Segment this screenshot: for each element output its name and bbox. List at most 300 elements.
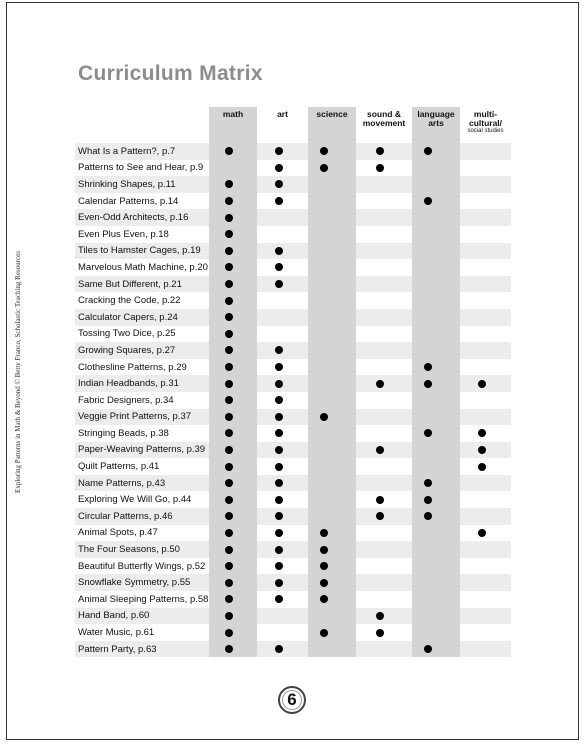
bullet-mark (275, 247, 283, 255)
mark-cell (460, 409, 511, 426)
mark-cell (356, 541, 412, 558)
side-credit: Exploring Patterns in Math & Beyond © Betty Franco, Scholastic Teaching Resources (14, 251, 22, 493)
mark-cell (308, 458, 356, 475)
mark-cell (257, 193, 308, 210)
mark-cell (257, 326, 308, 343)
bullet-mark (424, 147, 432, 155)
mark-cell (308, 591, 356, 608)
bullet-mark (275, 346, 283, 354)
table-row (75, 243, 511, 260)
mark-cell (356, 409, 412, 426)
mark-cell (257, 624, 308, 641)
mark-cell (412, 425, 460, 442)
mark-cell (209, 525, 257, 542)
mark-cell (257, 508, 308, 525)
mark-cell (308, 641, 356, 658)
mark-cell (356, 624, 412, 641)
bullet-mark (225, 429, 233, 437)
table-row (75, 624, 511, 641)
table-row (75, 342, 511, 359)
table-row (75, 508, 511, 525)
activity-cell: Hand Band, p.60 (75, 608, 209, 625)
header-label: multi-cultural/ (468, 109, 503, 128)
mark-cell (257, 143, 308, 160)
mark-cell (412, 641, 460, 658)
mark-cell (460, 259, 511, 276)
bullet-mark (275, 645, 283, 653)
mark-cell (460, 292, 511, 309)
mark-cell (209, 243, 257, 260)
mark-cell (308, 475, 356, 492)
bullet-mark (225, 546, 233, 554)
mark-cell (412, 176, 460, 193)
mark-cell (460, 558, 511, 575)
mark-cell (257, 176, 308, 193)
header-label: sound & movement (362, 109, 406, 128)
mark-cell (308, 508, 356, 525)
mark-cell (209, 558, 257, 575)
bullet-mark (424, 429, 432, 437)
mark-cell (308, 342, 356, 359)
mark-cell (209, 475, 257, 492)
bullet-mark (225, 147, 233, 155)
header-label: art (277, 109, 288, 119)
mark-cell (356, 442, 412, 459)
bullet-mark (275, 479, 283, 487)
mark-cell (308, 574, 356, 591)
mark-cell (460, 425, 511, 442)
bullet-mark (225, 330, 233, 338)
bullet-mark (320, 413, 328, 421)
table-row (75, 209, 511, 226)
mark-cell (412, 558, 460, 575)
activity-cell: Veggie Print Patterns, p.37 (75, 409, 209, 426)
bullet-mark (275, 579, 283, 587)
bullet-mark (376, 629, 384, 637)
bullet-mark (225, 479, 233, 487)
mark-cell (460, 591, 511, 608)
bullet-mark (320, 562, 328, 570)
bullet-mark (320, 579, 328, 587)
mark-cell (209, 541, 257, 558)
bullet-mark (225, 562, 233, 570)
bullet-mark (275, 280, 283, 288)
mark-cell (412, 508, 460, 525)
table-row (75, 276, 511, 293)
mark-cell (257, 458, 308, 475)
bullet-mark (275, 562, 283, 570)
mark-cell (412, 326, 460, 343)
mark-cell (356, 342, 412, 359)
mark-cell (356, 276, 412, 293)
mark-cell (412, 491, 460, 508)
mark-cell (412, 541, 460, 558)
mark-cell (209, 624, 257, 641)
mark-cell (308, 392, 356, 409)
mark-cell (412, 409, 460, 426)
mark-cell (460, 309, 511, 326)
mark-cell (460, 209, 511, 226)
mark-cell (257, 243, 308, 260)
mark-cell (308, 359, 356, 376)
mark-cell (308, 243, 356, 260)
table-row (75, 641, 511, 658)
header-row (75, 107, 511, 143)
mark-cell (257, 375, 308, 392)
bullet-mark (424, 380, 432, 388)
table-row (75, 608, 511, 625)
mark-cell (257, 525, 308, 542)
page-title: Curriculum Matrix (78, 62, 263, 85)
mark-cell (308, 176, 356, 193)
bullet-mark (225, 496, 233, 504)
activity-cell: Even-Odd Architects, p.16 (75, 209, 209, 226)
table-row (75, 591, 511, 608)
mark-cell (209, 160, 257, 177)
bullet-mark (225, 313, 233, 321)
mark-cell (209, 276, 257, 293)
bullet-mark (275, 147, 283, 155)
mark-cell (209, 591, 257, 608)
activity-cell: Name Patterns, p.43 (75, 475, 209, 492)
activity-cell: Calculator Capers, p.24 (75, 309, 209, 326)
mark-cell (460, 375, 511, 392)
mark-cell (460, 475, 511, 492)
bullet-mark (376, 496, 384, 504)
mark-cell (308, 276, 356, 293)
bullet-mark (478, 429, 486, 437)
mark-cell (412, 160, 460, 177)
bullet-mark (225, 346, 233, 354)
table-row (75, 326, 511, 343)
bullet-mark (376, 446, 384, 454)
mark-cell (257, 392, 308, 409)
mark-cell (308, 259, 356, 276)
mark-cell (308, 624, 356, 641)
curriculum-matrix-table (75, 107, 511, 657)
mark-cell (356, 491, 412, 508)
mark-cell (356, 326, 412, 343)
activity-cell: Cracking the Code, p.22 (75, 292, 209, 309)
mark-cell (257, 608, 308, 625)
mark-cell (257, 591, 308, 608)
mark-cell (460, 226, 511, 243)
mark-cell (209, 309, 257, 326)
mark-cell (209, 226, 257, 243)
mark-cell (412, 342, 460, 359)
mark-cell (412, 458, 460, 475)
activity-cell: Beautiful Butterfly Wings, p.52 (75, 558, 209, 575)
mark-cell (460, 491, 511, 508)
mark-cell (412, 259, 460, 276)
bullet-mark (225, 280, 233, 288)
mark-cell (209, 193, 257, 210)
table-row (75, 541, 511, 558)
mark-cell (356, 525, 412, 542)
mark-cell (412, 309, 460, 326)
mark-cell (356, 193, 412, 210)
mark-cell (308, 375, 356, 392)
mark-cell (460, 326, 511, 343)
mark-cell (209, 574, 257, 591)
mark-cell (257, 292, 308, 309)
table-row (75, 558, 511, 575)
mark-cell (460, 143, 511, 160)
mark-cell (356, 226, 412, 243)
bullet-mark (225, 247, 233, 255)
table-row (75, 442, 511, 459)
table-row (75, 259, 511, 276)
activity-cell: Pattern Party, p.63 (75, 641, 209, 658)
bullet-mark (225, 380, 233, 388)
bullet-mark (275, 380, 283, 388)
mark-cell (257, 409, 308, 426)
bullet-mark (478, 380, 486, 388)
mark-cell (257, 276, 308, 293)
mark-cell (412, 359, 460, 376)
bullet-mark (376, 612, 384, 620)
mark-cell (209, 176, 257, 193)
mark-cell (308, 608, 356, 625)
activity-cell: Tossing Two Dice, p.25 (75, 326, 209, 343)
activity-cell: Animal Sleeping Patterns, p.58 (75, 591, 209, 608)
mark-cell (257, 491, 308, 508)
mark-cell (257, 425, 308, 442)
bullet-mark (225, 629, 233, 637)
mark-cell (257, 309, 308, 326)
mark-cell (257, 226, 308, 243)
table-row (75, 143, 511, 160)
header-label: science (316, 109, 348, 119)
mark-cell (356, 425, 412, 442)
mark-cell (460, 641, 511, 658)
bullet-mark (424, 479, 432, 487)
mark-cell (460, 176, 511, 193)
bullet-mark (225, 180, 233, 188)
mark-cell (460, 193, 511, 210)
activity-cell: Patterns to See and Hear, p.9 (75, 160, 209, 177)
mark-cell (460, 442, 511, 459)
mark-cell (460, 342, 511, 359)
mark-cell (412, 392, 460, 409)
mark-cell (460, 160, 511, 177)
bullet-mark (320, 629, 328, 637)
mark-cell (209, 209, 257, 226)
mark-cell (257, 574, 308, 591)
mark-cell (308, 193, 356, 210)
mark-cell (257, 475, 308, 492)
bullet-mark (225, 363, 233, 371)
mark-cell (356, 176, 412, 193)
mark-cell (356, 160, 412, 177)
activity-cell: Exploring We Will Go, p.44 (75, 491, 209, 508)
mark-cell (356, 608, 412, 625)
header-language-arts (412, 107, 460, 143)
mark-cell (412, 276, 460, 293)
table-row (75, 193, 511, 210)
table-row (75, 491, 511, 508)
mark-cell (209, 409, 257, 426)
header-art (257, 107, 308, 143)
mark-cell (356, 591, 412, 608)
mark-cell (209, 359, 257, 376)
mark-cell (257, 641, 308, 658)
bullet-mark (225, 529, 233, 537)
bullet-mark (275, 413, 283, 421)
mark-cell (460, 541, 511, 558)
bullet-mark (275, 197, 283, 205)
mark-cell (209, 259, 257, 276)
bullet-mark (225, 214, 233, 222)
mark-cell (308, 326, 356, 343)
table-row (75, 475, 511, 492)
page-number-badge (278, 686, 306, 714)
activity-cell: What Is a Pattern?, p.7 (75, 143, 209, 160)
mark-cell (209, 425, 257, 442)
bullet-mark (478, 529, 486, 537)
activity-cell: Fabric Designers, p.34 (75, 392, 209, 409)
mark-cell (412, 574, 460, 591)
bullet-mark (424, 197, 432, 205)
page-number: 6 (287, 690, 297, 709)
mark-cell (412, 143, 460, 160)
bullet-mark (275, 512, 283, 520)
bullet-mark (320, 546, 328, 554)
bullet-mark (320, 595, 328, 603)
mark-cell (257, 259, 308, 276)
header-blank (75, 107, 209, 143)
mark-cell (209, 491, 257, 508)
mark-cell (356, 292, 412, 309)
mark-cell (412, 375, 460, 392)
mark-cell (460, 392, 511, 409)
bullet-mark (275, 164, 283, 172)
mark-cell (356, 359, 412, 376)
bullet-mark (275, 595, 283, 603)
mark-cell (460, 243, 511, 260)
bullet-mark (424, 496, 432, 504)
mark-cell (460, 359, 511, 376)
header-math (209, 107, 257, 143)
mark-cell (356, 641, 412, 658)
activity-cell: Calendar Patterns, p.14 (75, 193, 209, 210)
mark-cell (209, 143, 257, 160)
mark-cell (460, 624, 511, 641)
bullet-mark (225, 197, 233, 205)
mark-cell (257, 160, 308, 177)
mark-cell (356, 375, 412, 392)
bullet-mark (424, 512, 432, 520)
mark-cell (356, 558, 412, 575)
bullet-mark (275, 429, 283, 437)
mark-cell (209, 608, 257, 625)
bullet-mark (225, 595, 233, 603)
mark-cell (412, 209, 460, 226)
activity-cell: Circular Patterns, p.46 (75, 508, 209, 525)
bullet-mark (225, 463, 233, 471)
bullet-mark (225, 645, 233, 653)
mark-cell (257, 359, 308, 376)
mark-cell (356, 574, 412, 591)
bullet-mark (320, 164, 328, 172)
table-row (75, 574, 511, 591)
bullet-mark (225, 512, 233, 520)
header-label: language arts (417, 109, 455, 128)
activity-cell: Water Music, p.61 (75, 624, 209, 641)
bullet-mark (275, 396, 283, 404)
activity-cell: Clothesline Patterns, p.29 (75, 359, 209, 376)
mark-cell (257, 342, 308, 359)
mark-cell (412, 442, 460, 459)
mark-cell (308, 409, 356, 426)
mark-cell (412, 608, 460, 625)
activity-cell: Growing Squares, p.27 (75, 342, 209, 359)
bullet-mark (275, 546, 283, 554)
mark-cell (460, 508, 511, 525)
bullet-mark (225, 579, 233, 587)
bullet-mark (225, 413, 233, 421)
bullet-mark (275, 363, 283, 371)
mark-cell (209, 442, 257, 459)
bullet-mark (320, 147, 328, 155)
mark-cell (308, 292, 356, 309)
bullet-mark (424, 645, 432, 653)
mark-cell (209, 342, 257, 359)
activity-cell: Animal Spots, p.47 (75, 525, 209, 542)
mark-cell (356, 309, 412, 326)
activity-cell: Shrinking Shapes, p.11 (75, 176, 209, 193)
header-sublabel: social studies (467, 128, 504, 134)
activity-cell: Indian Headbands, p.31 (75, 375, 209, 392)
mark-cell (209, 641, 257, 658)
header-sound-movement (356, 107, 412, 143)
mark-cell (460, 608, 511, 625)
bullet-mark (376, 380, 384, 388)
bullet-mark (424, 363, 432, 371)
activity-cell: Stringing Beads, p.38 (75, 425, 209, 442)
mark-cell (412, 624, 460, 641)
bullet-mark (320, 529, 328, 537)
mark-cell (257, 209, 308, 226)
activity-cell: Marvelous Math Machine, p.20 (75, 259, 209, 276)
table-row (75, 525, 511, 542)
activity-cell: Quilt Patterns, p.41 (75, 458, 209, 475)
mark-cell (412, 226, 460, 243)
mark-cell (257, 442, 308, 459)
bullet-mark (275, 263, 283, 271)
mark-cell (308, 143, 356, 160)
mark-cell (209, 292, 257, 309)
bullet-mark (225, 230, 233, 238)
bullet-mark (376, 164, 384, 172)
table-row (75, 160, 511, 177)
mark-cell (412, 243, 460, 260)
mark-cell (412, 193, 460, 210)
bullet-mark (275, 496, 283, 504)
mark-cell (209, 458, 257, 475)
header-multicultural (460, 107, 511, 143)
mark-cell (308, 525, 356, 542)
mark-cell (308, 160, 356, 177)
mark-cell (412, 292, 460, 309)
mark-cell (308, 541, 356, 558)
bullet-mark (275, 180, 283, 188)
table-row (75, 176, 511, 193)
mark-cell (356, 143, 412, 160)
table-row (75, 392, 511, 409)
mark-cell (308, 442, 356, 459)
bullet-mark (275, 529, 283, 537)
